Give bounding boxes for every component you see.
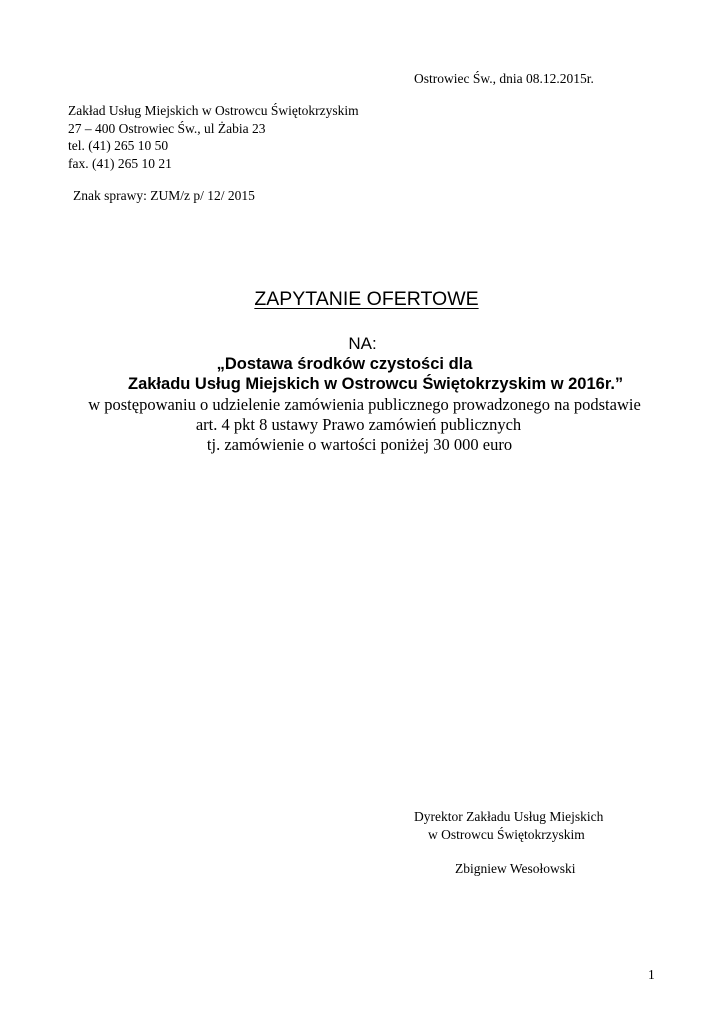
procedure-line-2: art. 4 pkt 8 ustawy Prawo zamówień publicznych [195, 415, 522, 434]
subject-prefix: NA: [348, 334, 377, 353]
document-title [0, 287, 725, 311]
sender-address: 27 – 400 Ostrowiec Św., ul Żabia 23 [68, 120, 266, 136]
procedure-description [0, 395, 725, 455]
signature-name: Zbigniew Wesołowski [455, 861, 576, 876]
sender-block [68, 102, 359, 172]
sender-phone: tel. (41) 265 10 50 [68, 138, 169, 153]
procedure-line-1: w postępowaniu o udzielenie zamówienia publicznego prowadzonego na podstawie [88, 395, 641, 414]
signature-role-line-2: w Ostrowcu Świętokrzyskim [428, 827, 585, 842]
subject-line-2: Zakładu Usług Miejskich w Ostrowcu Świętokrzyskim w 2016r.” [128, 375, 624, 393]
subject-line-1 [0, 354, 725, 374]
sender-fax: fax. (41) 265 10 21 [68, 155, 172, 171]
signature-role-line-1: Dyrektor Zakładu Usług Miejskich [414, 809, 604, 824]
page-number: 1 [648, 967, 655, 982]
procedure-line-3: tj. zamówienie o wartości poniżej 30 000 euro [206, 435, 513, 454]
document-title-text: ZAPYTANIE OFERTOWE [254, 288, 479, 310]
case-reference: Znak sprawy: ZUM/z p/ 12/ 2015 [73, 188, 255, 203]
signature-block [414, 808, 603, 877]
sender-name: Zakład Usług Miejskich w Ostrowcu Świętokrzyskim [68, 103, 359, 118]
subject-line-1-text: „Dostawa środków czystości dla [216, 355, 473, 373]
date-line: Ostrowiec Św., dnia 08.12.2015r. [414, 71, 594, 86]
